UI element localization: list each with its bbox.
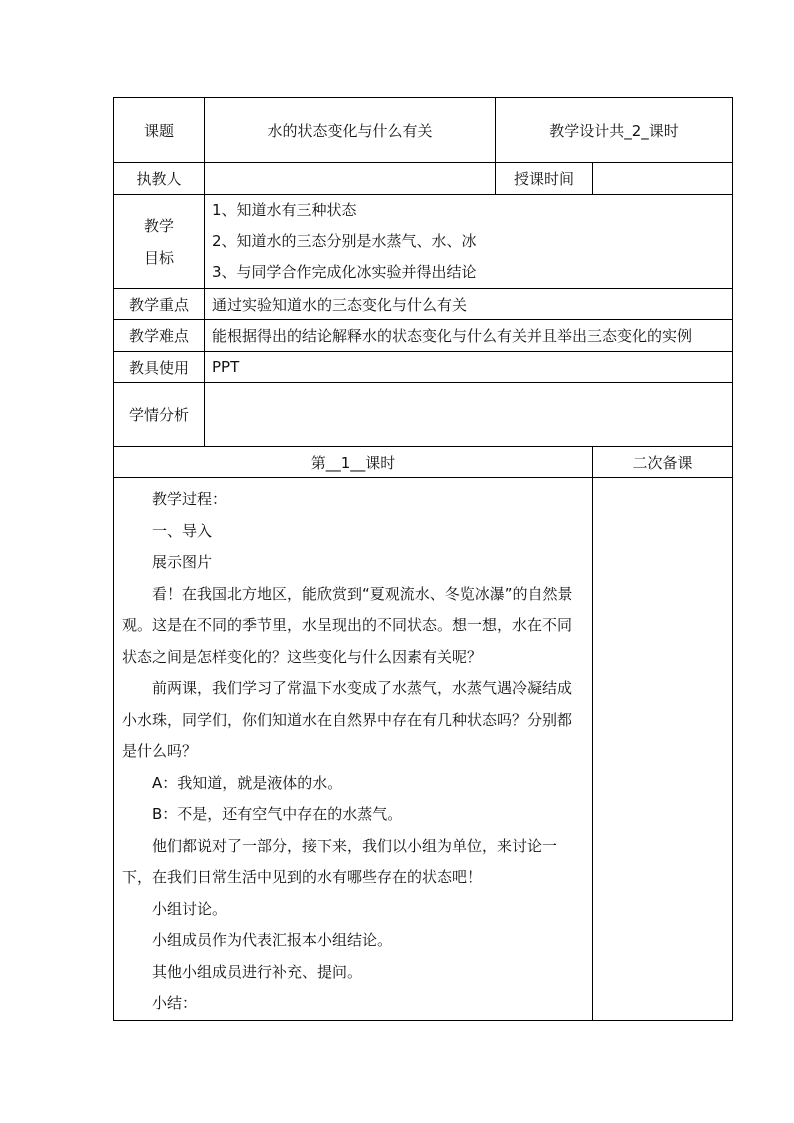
analysis-value [205, 383, 733, 447]
analysis-row [114, 383, 733, 447]
secondary-prep-area [593, 478, 733, 1021]
process-paragraph: 看！在我国北方地区，能欣赏到“夏观流水、冬览冰瀑”的自然景观。这是在不同的季节里，水呈现出的不同状态。想一想，水在不同状态之间是怎样变化的？这些变化与什么因素有关呢？ [122, 584, 573, 666]
lesson-plan-table [113, 97, 733, 1021]
tools-row [114, 352, 733, 383]
secondary-prep-label: 二次备课 [593, 447, 733, 478]
key-point-label: 教学重点 [114, 289, 205, 320]
process-paragraph: 小组成员作为代表汇报本小组结论。 [152, 931, 393, 949]
teacher-value [205, 163, 496, 195]
process-paragraph: 一、导入 [152, 521, 213, 540]
key-point-value: 通过实验知道水的三态变化与什么有关 [205, 289, 733, 320]
difficulty-value: 能根据得出的结论解释水的状态变化与什么有关并且举出三态变化的实例 [205, 320, 733, 352]
teacher-row [114, 163, 733, 195]
topic-row [114, 98, 733, 163]
process-paragraph: A：我知道，就是液体的水。 [152, 773, 343, 792]
difficulty-row [114, 320, 733, 352]
process-paragraph: B：不是，还有空气中存在的水蒸气。 [152, 805, 403, 823]
process-paragraph: 教学过程： [152, 490, 228, 508]
difficulty-label: 教学难点 [114, 320, 205, 352]
goals-list [205, 195, 733, 289]
process-paragraph: 前两课，我们学习了常温下水变成了水蒸气，水蒸气遇冷凝结成小水珠，同学们，你们知道水在自然界中存在有几种状态吗？分别都是什么吗？ [122, 679, 573, 760]
process-paragraph: 小结： [152, 994, 198, 1012]
teacher-label: 执教人 [114, 163, 205, 195]
topic-value: 水的状态变化与什么有关 [205, 98, 496, 163]
design-note: 教学设计共_2_课时 [496, 98, 733, 163]
goals-row [114, 195, 733, 289]
key-point-row [114, 289, 733, 320]
period-row [114, 447, 733, 478]
process-paragraph: 小组讨论。 [152, 899, 228, 918]
goals-label [114, 195, 205, 289]
goal-item: 1、知道水有三种状态 [212, 201, 357, 219]
goal-item: 2、知道水的三态分别是水蒸气、水、冰 [212, 232, 477, 250]
time-label: 授课时间 [496, 163, 593, 195]
tools-value: PPT [205, 352, 733, 383]
teaching-process [114, 478, 593, 1021]
topic-label: 课题 [114, 98, 205, 163]
analysis-label: 学情分析 [114, 383, 205, 447]
goals-label-line1: 教学 [143, 216, 174, 235]
process-paragraph: 他们都说对了一部分，接下来，我们以小组为单位，来讨论一下，在我们日常生活中见到的水有哪些存在的状态吧！ [122, 836, 558, 886]
tools-label: 教具使用 [114, 352, 205, 383]
goals-label-line2: 目标 [143, 248, 174, 267]
time-value [593, 163, 733, 195]
goal-item: 3、与同学合作完成化冰实验并得出结论 [212, 263, 477, 281]
process-paragraph: 其他小组成员进行补充、提问。 [152, 962, 363, 981]
period-title: 第__1__课时 [114, 447, 593, 478]
process-paragraph: 展示图片 [152, 553, 213, 571]
process-row [114, 478, 733, 1021]
